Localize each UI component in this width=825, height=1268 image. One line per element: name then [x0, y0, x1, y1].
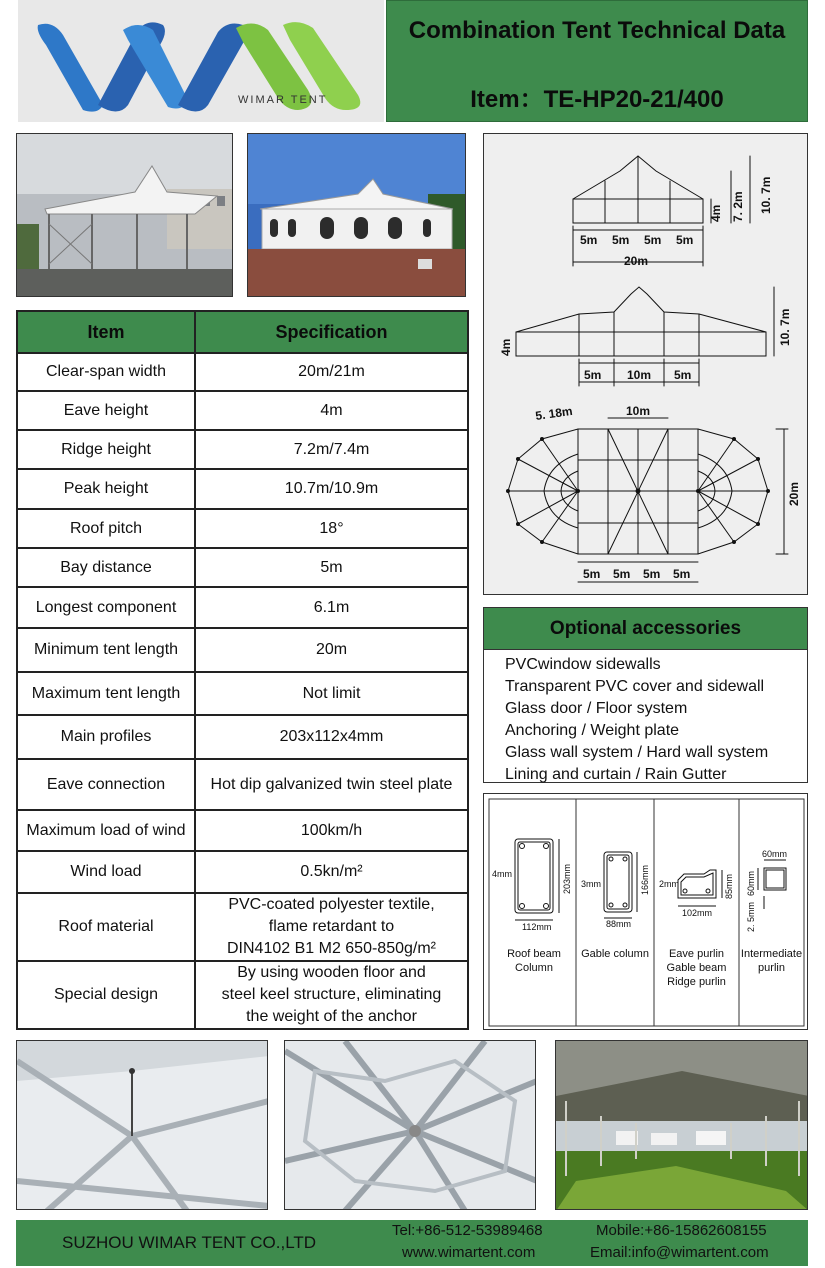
- table-row: [17, 810, 468, 851]
- profile-eave-purlin: [678, 870, 722, 906]
- page-title: Combination Tent Technical Data: [408, 17, 786, 44]
- center-span-label: 10m: [626, 404, 651, 418]
- row-item: Clear-span width: [17, 353, 195, 391]
- footer-bar: [16, 1220, 808, 1266]
- row-spec: By using wooden floor and steel keel structure, eliminating the weight of the anchor: [195, 961, 468, 1029]
- width-label: 88mm: [606, 919, 632, 929]
- tent-photo-interior-1: [16, 1040, 268, 1210]
- row-item: Maximum load of wind: [17, 810, 195, 851]
- width-label: 60mm: [762, 849, 788, 859]
- tent-photo-exterior-1: [16, 133, 233, 297]
- row-spec: 0.5kn/m²: [195, 851, 468, 893]
- row-spec: Hot dip galvanized twin steel plate: [195, 759, 468, 810]
- height-label: 60mm: [746, 870, 756, 896]
- table-row: [17, 961, 468, 1029]
- footer-email: Email:info@wimartent.com: [590, 1244, 769, 1261]
- profile-intermediate-purlin: [758, 860, 786, 909]
- accessories-list: [505, 654, 768, 786]
- list-item: Anchoring / Weight plate: [505, 722, 680, 739]
- table-row: [17, 628, 468, 672]
- row-item: Bay distance: [17, 548, 195, 587]
- table-row: [17, 851, 468, 893]
- plan-view: [508, 418, 788, 582]
- ridge-height-label: 7. 2m: [731, 191, 745, 222]
- radius-label: 5. 18m: [534, 403, 574, 423]
- profile-label: Gable column: [581, 948, 649, 960]
- front-elevation: [573, 156, 750, 266]
- row-spec: 10.7m/10.9m: [195, 469, 468, 509]
- row-spec: 100km/h: [195, 810, 468, 851]
- thickness-label: 2. 5mm: [746, 901, 756, 932]
- footer-mobile: Mobile:+86-15862608155: [596, 1222, 767, 1239]
- row-spec: 203x112x4mm: [195, 715, 468, 759]
- spec-table: [16, 310, 469, 1030]
- footer-tel: Tel:+86-512-53989468: [392, 1222, 543, 1239]
- brand-name: WIMAR TENT: [238, 94, 328, 106]
- profile-roof-beam: [515, 839, 559, 920]
- list-item: Glass wall system / Hard wall system: [505, 744, 769, 761]
- row-spec: 4m: [195, 391, 468, 430]
- total-length-label: 20m: [624, 254, 649, 268]
- bay-label: 5m: [613, 567, 631, 581]
- bay-label: 5m: [612, 233, 630, 247]
- row-spec: 20m: [195, 628, 468, 672]
- eave-height-label: 4m: [499, 338, 513, 356]
- tent-photo-interior-3: [555, 1040, 808, 1210]
- table-row: [17, 587, 468, 628]
- profile-label: Roof beam Column: [507, 948, 561, 974]
- table-row: [17, 509, 468, 548]
- table-row: [17, 715, 468, 759]
- eave-height-label: 4m: [709, 204, 723, 222]
- peak-height-label: 10. 7m: [759, 176, 773, 214]
- span-label: 10m: [627, 368, 652, 382]
- tent-photo-exterior-2: [247, 133, 466, 297]
- front-labels: [580, 177, 773, 268]
- footer-website: www.wimartent.com: [402, 1244, 536, 1261]
- thickness-label: 3mm: [581, 879, 601, 889]
- width-label: 102mm: [682, 908, 713, 918]
- height-label: 166mm: [640, 864, 650, 895]
- row-spec: PVC-coated polyester textile, flame retardant to DIN4102 B1 M2 650-850g/m²: [195, 893, 468, 961]
- list-item: Glass door / Floor system: [505, 700, 688, 717]
- row-item: Ridge height: [17, 430, 195, 469]
- list-item: PVCwindow sidewalls: [505, 656, 661, 673]
- wimar-logo: [18, 0, 384, 122]
- row-item: Roof pitch: [17, 509, 195, 548]
- thickness-label: 2mm: [659, 879, 679, 889]
- row-item: Wind load: [17, 851, 195, 893]
- logo-panel: [18, 0, 384, 122]
- bay-label: 5m: [673, 567, 691, 581]
- peak-height-label: 10. 7m: [778, 308, 792, 346]
- accessories-title: Optional accessories: [484, 608, 807, 650]
- header-banner: [386, 0, 808, 122]
- row-item: Peak height: [17, 469, 195, 509]
- profiles-panel: [483, 793, 808, 1030]
- header-specification: Specification: [195, 311, 468, 353]
- side-labels: [499, 309, 792, 382]
- company-name: SUZHOU WIMAR TENT CO.,LTD: [62, 1233, 317, 1252]
- bay-label: 5m: [644, 233, 662, 247]
- bay-label: 5m: [580, 233, 598, 247]
- item-code: Item：TE-HP20-21/400: [470, 86, 724, 113]
- table-row: [17, 430, 468, 469]
- technical-drawing: [483, 133, 808, 595]
- height-label: 203mm: [562, 863, 572, 894]
- spec-header-row: [17, 311, 468, 353]
- table-row: [17, 672, 468, 715]
- table-row: [17, 353, 468, 391]
- tent-photo-interior-2: [284, 1040, 536, 1210]
- bay-label: 5m: [676, 233, 694, 247]
- width-label: 112mm: [522, 922, 552, 932]
- accessories-panel: [483, 607, 808, 783]
- table-row: [17, 391, 468, 430]
- profile-label: Eave purlin Gable beam Ridge purlin: [666, 948, 727, 988]
- row-item: Special design: [17, 961, 195, 1029]
- table-row: [17, 469, 468, 509]
- row-spec: 7.2m/7.4m: [195, 430, 468, 469]
- table-row: [17, 548, 468, 587]
- row-item: Longest component: [17, 587, 195, 628]
- list-item: Transparent PVC cover and sidewall: [505, 678, 765, 695]
- bay-label: 5m: [583, 567, 601, 581]
- span-label: 5m: [584, 368, 602, 382]
- height-label: 85mm: [724, 873, 734, 899]
- table-row: [17, 759, 468, 810]
- row-item: Roof material: [17, 893, 195, 961]
- row-spec: 18°: [195, 509, 468, 548]
- row-item: Minimum tent length: [17, 628, 195, 672]
- row-item: Eave height: [17, 391, 195, 430]
- width-label: 20m: [787, 481, 801, 506]
- row-spec: 6.1m: [195, 587, 468, 628]
- profile-gable-column: [604, 852, 637, 918]
- row-item: Main profiles: [17, 715, 195, 759]
- row-spec: 20m/21m: [195, 353, 468, 391]
- row-spec: Not limit: [195, 672, 468, 715]
- thickness-label: 4mm: [492, 869, 512, 879]
- profile-label: Intermediate purlin: [740, 948, 803, 974]
- row-spec: 5m: [195, 548, 468, 587]
- span-label: 5m: [674, 368, 692, 382]
- row-item: Eave connection: [17, 759, 195, 810]
- row-item: Maximum tent length: [17, 672, 195, 715]
- header-item: Item: [17, 311, 195, 353]
- list-item: Lining and curtain / Rain Gutter: [505, 766, 727, 783]
- bay-label: 5m: [643, 567, 661, 581]
- table-row: [17, 893, 468, 961]
